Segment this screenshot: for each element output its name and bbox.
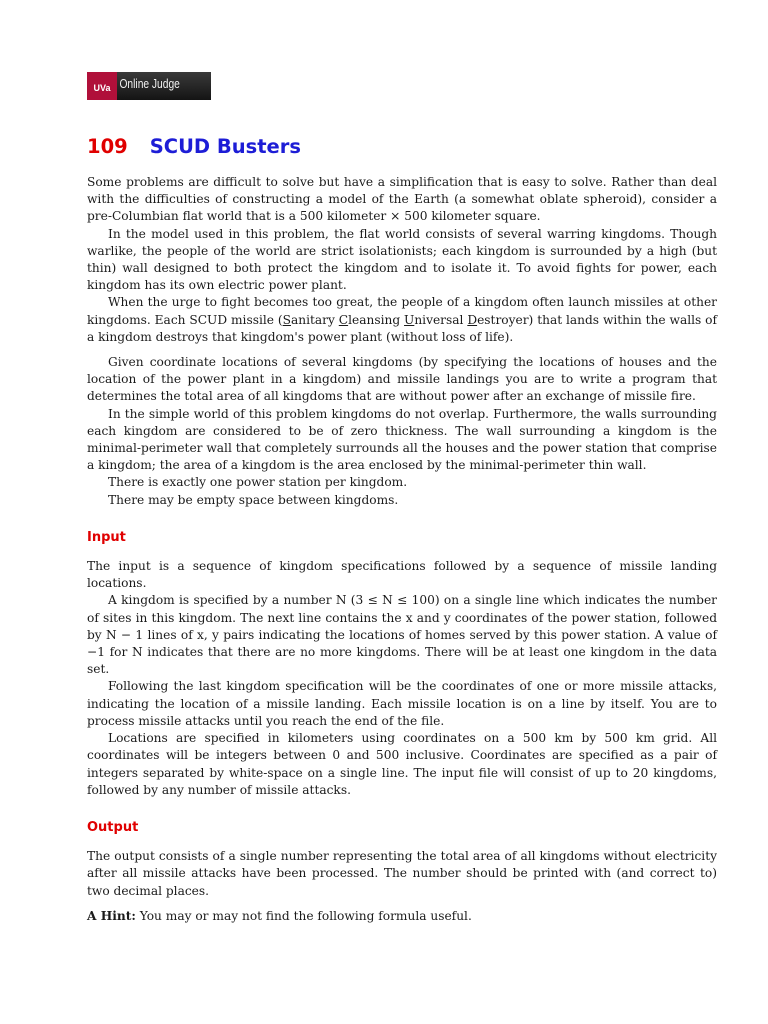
hint-label: A Hint: [87,908,136,923]
uva-online-judge-logo [87,72,211,100]
problem-statement [87,174,717,925]
intro-paragraph-7: There may be empty space between kingdoms. [108,492,399,507]
input-heading: Input [87,529,126,545]
intro-paragraph-5: In the simple world of this problem kingdoms do not overlap. Furthermore, the walls surrounding each kingdom are considered to be of zero thickness. The wall surrounding a kingdom is the minimal-perimeter wall that completely surrounds all the houses and the power station that comprise a kingdom; the area of a kingdom is the area enclosed by the minimal-perimeter thin wall. [87,406,717,473]
logo-mark: UVa [87,72,117,100]
problem-number: 109 [87,135,128,158]
hint-paragraph [87,908,717,925]
input-paragraph-4: Locations are specified in kilometers using coordinates on a 500 km by 500 km grid. All coordinates will be integers between 0 and 500 inclusive. Coordinates are specified as a pair of integers separated by white-space on a single line. The input file will consist of up to 20 kingdoms, followed by any number of missile attacks. [87,731,717,797]
problem-name: SCUD Busters [149,135,302,158]
input-paragraph-3: Following the last kingdom specification will be the coordinates of one or more missile attacks, indicating the location of a missile landing. Each missile location is on a line by itself. You are to process missile attacks until you reach the end of the file. [87,679,717,728]
intro-paragraph-1: Some problems are difficult to solve but have a simplification that is easy to solve. Rather than deal with the difficulties of constructing a model of the Earth (a somewhat oblate spheroid), consider a pre-Columbian flat world that is a 500 kilometer × 500 kilometer square. [87,175,717,224]
intro-paragraph-3: When the urge to fight becomes too great, the people of a kingdom often launch missiles at other kingdoms. Each SCUD missile (Sanitary Cleansing Universal Destroyer) that lands within the walls of a kingdom destroys that kingdom's power plant (without loss of life). [87,295,718,344]
intro-paragraph-4: Given coordinate locations of several kingdoms (by specifying the locations of houses and the location of the power plant in a kingdom) and missile landings you are to write a program that determines the total area of all kingdoms that are without power after an exchange of missile fire. [87,355,717,404]
input-paragraph-1: The input is a sequence of kingdom specifications followed by a sequence of missile landing locations. [87,559,717,591]
output-heading: Output [87,819,139,835]
intro-paragraph-2: In the model used in this problem, the flat world consists of several warring kingdoms. Though warlike, the people of the world are strict isolationists; each kingdom is surrounded by a high (but thin) wall designed to both protect the kingdom and to isolate it. To avoid fights for power, each kingdom has its own electric power plant. [87,226,717,293]
input-paragraph-2: A kingdom is specified by a number N (3 ≤ N ≤ 100) on a single line which indicates the number of sites in this kingdom. The next line contains the x and y coordinates of the power station, followed by N − 1 lines of x, y pairs indicating the locations of homes served by this power station. A value of −1 for N indicates that there are no more kingdoms. There will be at least one kingdom in the data set. [87,593,717,677]
hint-text: You may or may not find the following formula useful. [135,908,472,923]
problem-title [87,135,301,158]
logo-text: Online Judge [119,77,180,91]
output-paragraph-1: The output consists of a single number representing the total area of all kingdoms without electricity after all missile attacks have been processed. The number should be printed with (and correct to) two decimal places. [87,849,717,898]
intro-paragraph-6: There is exactly one power station per kingdom. [108,475,408,490]
